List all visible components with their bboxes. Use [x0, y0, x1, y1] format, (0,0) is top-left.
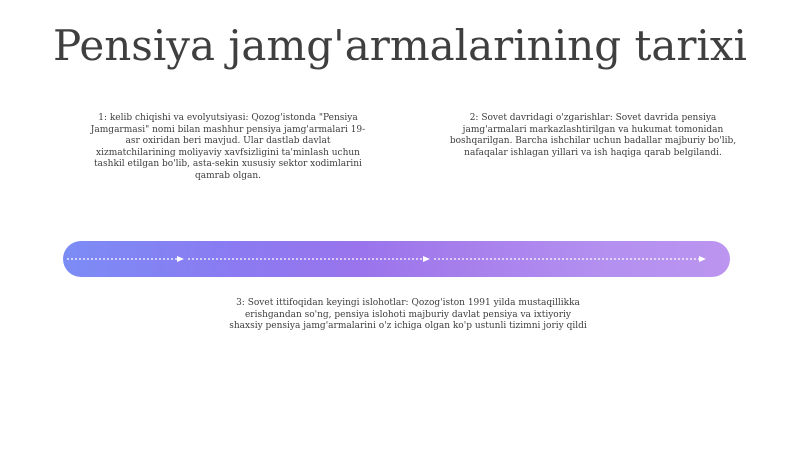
page-title: Pensiya jamg'armalarining tarixi [53, 21, 747, 70]
arrow-head-icon [177, 256, 184, 262]
timeline-bar [63, 241, 730, 277]
timeline-item-2: 2: Sovet davridagi o'zgarishlar: Sovet davrida pensiya jamg'armalari markazlashtirilgan va hukumat tomonidan boshqarilgan. Barcha ishchilar uchun badallar majburiy bo'lib, nafaqalar ishlagan yillari va ish haqiga qarab belgilandi. [449, 113, 737, 158]
arrow-head-icon [699, 256, 706, 262]
arrow-head-icon [423, 256, 430, 262]
timeline-item-3: 3: Sovet ittifoqidan keyingi islohotlar: Qozog'iston 1991 yilda mustaqillikka erishgandan so'ng, pensiya islohoti majburiy davlat pensiya va ixtiyoriy shaxsiy pensiya jamg'armalarini o'z ichiga olgan ko'p ustunli tizimni joriy qildi [229, 298, 587, 331]
timeline-item-1: 1: kelib chiqishi va evolyutsiyasi: Qozog'istonda "Pensiya Jamgarmasi" nomi bilan mashhur pensiya jamg'armalari 19-asr oxiridan beri mavjud. Ular dastlab davlat xizmatchilarining moliyaviy xavfsizligini ta'minlash uchun tashkil etilgan bo'lib, asta-sekin xususiy sektor xodimlarini qamrab olgan. [90, 113, 366, 181]
timeline-arrows [63, 241, 730, 277]
